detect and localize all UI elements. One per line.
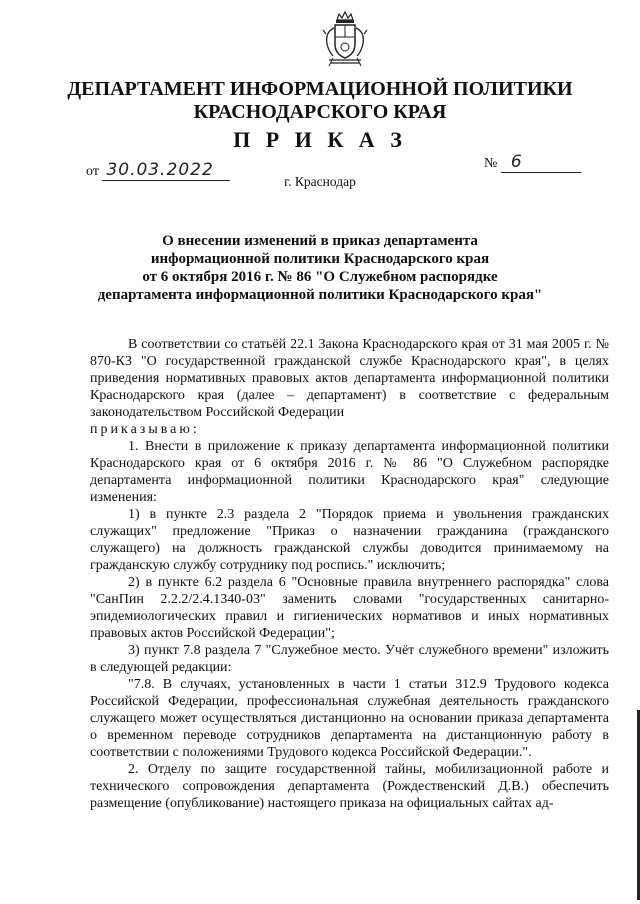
- clause-1: 1. Внести в приложение к приказу департамента информационной политики Краснодарского края от 6 октября 2016 г. № 86 "О Служебном распорядке департамента информационной политики Краснодарского края" следующие изменения:: [90, 439, 609, 505]
- number-handwritten: 6: [501, 152, 581, 173]
- date-handwritten: 30.03.2022: [102, 160, 230, 181]
- title-line: департамента информационной политики Краснодарского края": [97, 287, 543, 303]
- clause-2: 2. Отделу по защите государственной тайны, мобилизационной работе и технического сопровождения департамента (Рождественский Д.В.) обеспечить размещение (опубликование) настоящего приказа на официальных сайтах ад-: [90, 762, 609, 811]
- order-body: [90, 336, 609, 812]
- clause-1-3: 3) пункт 7.8 раздела 7 "Служебное место. Учёт служебного времени" изложить в следующей редакции:: [90, 643, 609, 675]
- order-number: [484, 152, 581, 173]
- order-title: [90, 232, 550, 304]
- department-name-line1: ДЕПАРТАМЕНТ ИНФОРМАЦИОННОЙ ПОЛИТИКИ: [67, 78, 573, 100]
- document-type-heading: П Р И К А З: [233, 127, 407, 152]
- title-line: О внесении изменений в приказ департамента: [162, 233, 478, 249]
- coat-of-arms-icon: [321, 10, 369, 68]
- quoted-clause-7-8: "7.8. В случаях, установленных в части 1 статьи 312.9 Трудового кодекса Российской Федерации, профессиональная служебная деятельность гражданского служащего может осуществляться дистанционно на основании приказа департамента о временном переводе сотрудников департамента на дистанционную работу в соответствии с положениями Трудового кодекса Российской Федерации.".: [90, 677, 609, 760]
- intro-paragraph: В соответствии со статьёй 22.1 Закона Краснодарского края от 31 мая 2005 г. № 870-КЗ "О государственной гражданской службе Краснодарского края", в целях приведения нормативных правовых актов департамента информационной политики Краснодарского края (далее – департамент) в соответствие с федеральным законодательством Российской Федерации: [90, 337, 609, 420]
- clause-1-2: 2) в пункте 6.2 раздела 6 "Основные правила внутреннего распорядка" слова "СанПин 2.2.2/2.4.1340-03" заменить словами "государственных санитарно-эпидемиологических правил и гигиенических нормативов и иных нормативных правовых актов Российской Федерации";: [90, 575, 609, 641]
- clause-1-1: 1) в пункте 2.3 раздела 2 "Порядок приема и увольнения гражданских служащих" предложение "Приказ о назначении гражданина (гражданского служащего) на должность гражданской службы доводится принимаемому на гражданскую службу сотруднику под роспись." исключить;: [90, 507, 609, 573]
- orders-word: приказываю:: [90, 422, 200, 437]
- number-prefix: №: [484, 156, 498, 171]
- date-prefix: от: [86, 164, 99, 179]
- title-line: от 6 октября 2016 г. № 86 "О Служебном распорядке: [142, 269, 498, 285]
- city-label: г. Краснодар: [284, 174, 356, 189]
- title-line: информационной политики Краснодарского края: [150, 251, 490, 267]
- department-name-line2: КРАСНОДАРСКОГО КРАЯ: [193, 101, 447, 123]
